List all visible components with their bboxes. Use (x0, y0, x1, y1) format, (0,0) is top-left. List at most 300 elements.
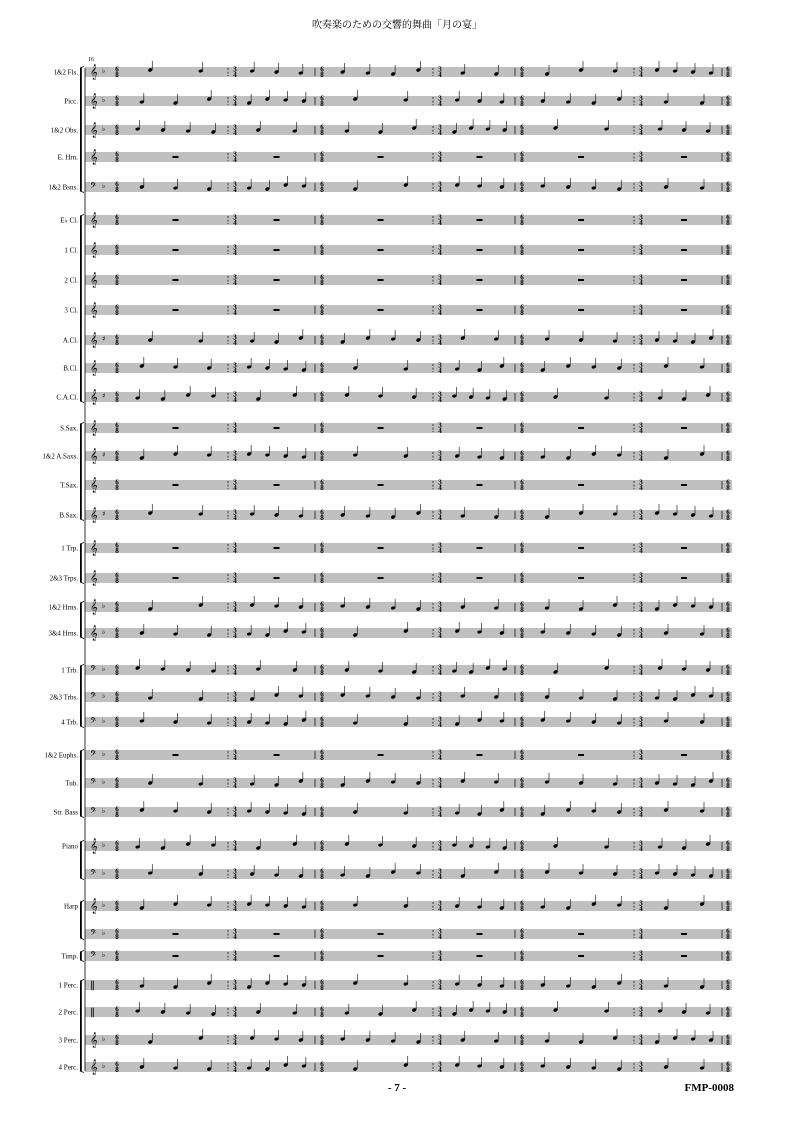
time-signature-denominator: 8 (726, 669, 730, 678)
time-signature-denominator: 8 (320, 484, 324, 493)
treble-clef-icon: 𝄞 (90, 421, 98, 436)
time-signature-numerator: 3 (233, 508, 237, 517)
time-signature-denominator: 4 (438, 156, 442, 165)
time-signature-numerator: 6 (320, 867, 324, 876)
whole-rest-icon (274, 955, 280, 957)
time-signature-denominator: 8 (115, 845, 119, 854)
time-signature-denominator: 4 (639, 514, 643, 523)
page-number: - 7 - (387, 1082, 407, 1094)
time-signature-numerator: 6 (520, 626, 524, 635)
instrument-label: 4 Trb. (61, 718, 78, 727)
time-signature-numerator: 6 (726, 65, 730, 74)
time-signature-numerator: 3 (233, 867, 237, 876)
flat-sign-icon: ♭ (102, 807, 106, 815)
time-signature-denominator: 4 (438, 955, 442, 964)
time-signature-numerator: 6 (115, 748, 119, 757)
time-signature-denominator: 8 (115, 249, 119, 258)
bracket-hook (80, 665, 84, 667)
time-signature-denominator: 8 (520, 71, 524, 80)
bass-clef-icon: 𝄢 (90, 750, 97, 761)
whole-rest-icon (477, 547, 483, 549)
time-signature-numerator: 6 (115, 899, 119, 908)
time-signature-numerator: 6 (520, 303, 524, 312)
time-signature-numerator: 6 (520, 213, 524, 222)
whole-rest-icon (378, 484, 384, 486)
time-signature-numerator: 6 (520, 600, 524, 609)
time-signature-denominator: 4 (438, 339, 442, 348)
time-signature-numerator: 3 (438, 805, 442, 814)
whole-rest-icon (681, 219, 687, 221)
bracket-hook (80, 1071, 84, 1073)
treble-clef-icon: 𝄞 (90, 1033, 98, 1048)
time-signature-denominator: 8 (320, 955, 324, 964)
whole-rest-icon (477, 219, 483, 221)
treble-clef-icon: 𝄞 (90, 541, 98, 556)
bracket-hook (80, 519, 84, 521)
time-signature-numerator: 3 (438, 508, 442, 517)
time-signature-denominator: 4 (233, 309, 237, 318)
whole-rest-icon (681, 933, 687, 935)
time-signature-denominator: 4 (639, 484, 643, 493)
time-signature-numerator: 6 (726, 361, 730, 370)
time-signature-numerator: 6 (520, 571, 524, 580)
time-signature-numerator: 6 (320, 1005, 324, 1014)
time-signature-numerator: 3 (438, 65, 442, 74)
treble-clef-icon: 𝄞 (90, 213, 98, 228)
time-signature-numerator: 6 (320, 150, 324, 159)
bracket-hook (80, 726, 84, 728)
time-signature-denominator: 8 (320, 1011, 324, 1020)
time-signature-denominator: 8 (520, 782, 524, 791)
time-signature-numerator: 6 (520, 361, 524, 370)
time-signature-denominator: 8 (520, 219, 524, 228)
whole-rest-icon (578, 933, 584, 935)
time-signature-numerator: 6 (115, 1033, 119, 1042)
time-signature-denominator: 8 (726, 484, 730, 493)
bracket-hook (80, 841, 84, 843)
time-signature-denominator: 8 (320, 309, 324, 318)
time-signature-numerator: 6 (520, 1060, 524, 1069)
time-signature-numerator: 3 (438, 776, 442, 785)
whole-rest-icon (681, 427, 687, 429)
time-signature-numerator: 6 (115, 333, 119, 342)
time-signature-numerator: 6 (320, 626, 324, 635)
time-signature-numerator: 6 (726, 715, 730, 724)
time-signature-denominator: 4 (438, 696, 442, 705)
time-signature-numerator: 3 (233, 1005, 237, 1014)
time-signature-denominator: 8 (726, 606, 730, 615)
time-signature-numerator: 6 (726, 333, 730, 342)
time-signature-denominator: 4 (639, 577, 643, 586)
time-signature-denominator: 4 (233, 1066, 237, 1075)
time-signature-denominator: 4 (233, 279, 237, 288)
time-signature-numerator: 6 (320, 273, 324, 282)
time-signature-denominator: 4 (639, 455, 643, 464)
treble-clef-icon: 𝄞 (90, 508, 98, 523)
time-signature-denominator: 4 (639, 933, 643, 942)
time-signature-denominator: 4 (639, 754, 643, 763)
time-signature-numerator: 6 (726, 421, 730, 430)
time-signature-denominator: 8 (320, 219, 324, 228)
time-signature-denominator: 4 (438, 632, 442, 641)
time-signature-denominator: 8 (520, 427, 524, 436)
time-signature-numerator: 3 (233, 541, 237, 550)
time-signature-numerator: 3 (438, 978, 442, 987)
time-signature-numerator: 3 (233, 715, 237, 724)
treble-clef-icon: 𝄞 (90, 600, 98, 615)
time-signature-numerator: 3 (233, 123, 237, 132)
instrument-label: Tub. (65, 779, 78, 788)
time-signature-numerator: 6 (726, 927, 730, 936)
time-signature-numerator: 3 (639, 571, 643, 580)
bass-clef-icon: 𝄢 (90, 929, 97, 940)
bracket-hook (80, 938, 84, 940)
time-signature-denominator: 8 (115, 484, 119, 493)
time-signature-numerator: 3 (233, 180, 237, 189)
time-signature-denominator: 8 (726, 984, 730, 993)
instrument-label: Harp (64, 902, 78, 911)
time-signature-numerator: 3 (438, 1005, 442, 1014)
time-signature-numerator: 3 (233, 927, 237, 936)
instrument-label: T.Sax. (60, 481, 78, 490)
time-signature-denominator: 4 (639, 129, 643, 138)
time-signature-numerator: 6 (320, 243, 324, 252)
time-signature-denominator: 8 (320, 905, 324, 914)
flat-sign-icon: ♭ (102, 125, 106, 133)
time-signature-numerator: 6 (726, 303, 730, 312)
time-signature-numerator: 6 (115, 273, 119, 282)
time-signature-numerator: 6 (115, 1005, 119, 1014)
time-signature-denominator: 8 (320, 811, 324, 820)
time-signature-denominator: 8 (520, 1039, 524, 1048)
time-signature-denominator: 8 (520, 696, 524, 705)
bracket-hook (80, 901, 84, 903)
time-signature-numerator: 3 (639, 715, 643, 724)
time-signature-denominator: 4 (233, 1039, 237, 1048)
time-signature-numerator: 3 (639, 1005, 643, 1014)
whole-rest-icon (173, 309, 179, 311)
time-signature-denominator: 4 (233, 219, 237, 228)
whole-rest-icon (681, 309, 687, 311)
time-signature-denominator: 4 (233, 484, 237, 493)
time-signature-denominator: 4 (438, 71, 442, 80)
time-signature-numerator: 6 (520, 94, 524, 103)
time-signature-numerator: 6 (115, 927, 119, 936)
time-signature-denominator: 8 (115, 782, 119, 791)
bass-clef-icon: 𝄢 (90, 807, 97, 818)
whole-rest-icon (477, 754, 483, 756)
time-signature-denominator: 4 (639, 219, 643, 228)
whole-rest-icon (173, 754, 179, 756)
time-signature-numerator: 6 (115, 94, 119, 103)
time-signature-denominator: 8 (726, 156, 730, 165)
time-signature-denominator: 8 (115, 455, 119, 464)
time-signature-denominator: 8 (115, 696, 119, 705)
time-signature-denominator: 4 (639, 156, 643, 165)
whole-rest-icon (578, 427, 584, 429)
treble-clef-icon: 𝄞 (90, 333, 98, 348)
time-signature-denominator: 8 (520, 577, 524, 586)
instrument-label: 1&2 A.Saxs. (42, 452, 78, 461)
time-signature-numerator: 6 (320, 94, 324, 103)
time-signature-denominator: 4 (438, 782, 442, 791)
time-signature-denominator: 8 (726, 933, 730, 942)
time-signature-numerator: 3 (438, 715, 442, 724)
time-signature-denominator: 8 (726, 577, 730, 586)
time-signature-denominator: 8 (726, 905, 730, 914)
time-signature-numerator: 6 (520, 180, 524, 189)
instrument-label: 1 Perc. (58, 981, 78, 990)
time-signature-numerator: 6 (115, 805, 119, 814)
time-signature-numerator: 3 (438, 899, 442, 908)
time-signature-numerator: 6 (320, 333, 324, 342)
time-signature-numerator: 3 (233, 600, 237, 609)
time-signature-numerator: 6 (115, 978, 119, 987)
time-signature-numerator: 3 (233, 805, 237, 814)
time-signature-denominator: 4 (639, 845, 643, 854)
time-signature-denominator: 8 (726, 514, 730, 523)
time-signature-numerator: 6 (726, 867, 730, 876)
time-signature-denominator: 4 (233, 669, 237, 678)
time-signature-denominator: 8 (115, 547, 119, 556)
time-signature-denominator: 4 (233, 955, 237, 964)
treble-clef-icon: 𝄞 (90, 150, 98, 165)
time-signature-numerator: 3 (639, 899, 643, 908)
whole-rest-icon (173, 279, 179, 281)
time-signature-denominator: 8 (520, 100, 524, 109)
time-signature-numerator: 3 (438, 421, 442, 430)
time-signature-numerator: 3 (438, 213, 442, 222)
time-signature-numerator: 6 (320, 361, 324, 370)
time-signature-denominator: 8 (115, 427, 119, 436)
catalog-code: FMP-0008 (684, 1082, 734, 1094)
time-signature-denominator: 4 (438, 396, 442, 405)
instrument-label: 4 Perc. (58, 1063, 78, 1072)
time-signature-numerator: 3 (233, 65, 237, 74)
whole-rest-icon (173, 219, 179, 221)
time-signature-denominator: 4 (233, 933, 237, 942)
time-signature-numerator: 3 (233, 978, 237, 987)
group-bracket (80, 981, 82, 1071)
time-signature-numerator: 6 (320, 600, 324, 609)
time-signature-denominator: 8 (520, 514, 524, 523)
time-signature-numerator: 6 (520, 776, 524, 785)
time-signature-numerator: 6 (115, 421, 119, 430)
time-signature-numerator: 6 (320, 421, 324, 430)
time-signature-denominator: 4 (438, 427, 442, 436)
time-signature-numerator: 3 (233, 571, 237, 580)
time-signature-numerator: 6 (320, 690, 324, 699)
whole-rest-icon (378, 955, 384, 957)
time-signature-numerator: 3 (639, 867, 643, 876)
time-signature-denominator: 4 (639, 1039, 643, 1048)
instrument-label: 1 Trb. (61, 666, 78, 675)
time-signature-numerator: 3 (233, 1060, 237, 1069)
time-signature-numerator: 6 (520, 663, 524, 672)
time-signature-denominator: 4 (438, 845, 442, 854)
time-signature-numerator: 6 (520, 390, 524, 399)
time-signature-denominator: 8 (115, 100, 119, 109)
time-signature-numerator: 6 (320, 978, 324, 987)
time-signature-denominator: 4 (639, 1066, 643, 1075)
time-signature-numerator: 6 (115, 150, 119, 159)
instrument-label: E. Hrn. (57, 153, 78, 162)
time-signature-denominator: 8 (320, 873, 324, 882)
time-signature-numerator: 3 (639, 123, 643, 132)
time-signature-numerator: 3 (438, 478, 442, 487)
bass-clef-icon: 𝄢 (90, 869, 97, 880)
time-signature-numerator: 3 (639, 273, 643, 282)
time-signature-numerator: 6 (726, 1005, 730, 1014)
time-signature-denominator: 8 (520, 339, 524, 348)
time-signature-denominator: 4 (438, 933, 442, 942)
whole-rest-icon (578, 484, 584, 486)
instrument-label: 1&2 Obs. (50, 126, 78, 135)
time-signature-denominator: 4 (639, 873, 643, 882)
time-signature-numerator: 3 (639, 541, 643, 550)
time-signature-numerator: 6 (320, 805, 324, 814)
flat-sign-icon: ♭ (102, 869, 106, 877)
time-signature-numerator: 6 (320, 390, 324, 399)
time-signature-denominator: 8 (726, 279, 730, 288)
whole-rest-icon (477, 156, 483, 158)
time-signature-numerator: 3 (233, 361, 237, 370)
instrument-label: 2&3 Trps. (49, 574, 78, 583)
time-signature-denominator: 8 (520, 606, 524, 615)
whole-rest-icon (274, 577, 280, 579)
time-signature-denominator: 8 (520, 156, 524, 165)
time-signature-denominator: 4 (233, 249, 237, 258)
flat-sign-icon: ♭ (102, 951, 106, 959)
sharp-sign-icon: ♯ (102, 392, 106, 400)
time-signature-numerator: 3 (233, 690, 237, 699)
treble-clef-icon: 𝄞 (90, 899, 98, 914)
time-signature-numerator: 6 (520, 243, 524, 252)
sharp-sign-icon: ♯ (102, 510, 106, 518)
bass-clef-icon: 𝄢 (90, 717, 97, 728)
time-signature-denominator: 8 (320, 1066, 324, 1075)
time-signature-numerator: 6 (115, 478, 119, 487)
time-signature-denominator: 4 (438, 577, 442, 586)
time-signature-numerator: 3 (438, 927, 442, 936)
time-signature-numerator: 6 (520, 123, 524, 132)
time-signature-numerator: 6 (726, 663, 730, 672)
time-signature-numerator: 6 (520, 150, 524, 159)
time-signature-numerator: 6 (726, 600, 730, 609)
time-signature-numerator: 3 (438, 626, 442, 635)
time-signature-numerator: 6 (520, 478, 524, 487)
whole-rest-icon (274, 547, 280, 549)
time-signature-denominator: 4 (233, 1011, 237, 1020)
time-signature-numerator: 6 (115, 839, 119, 848)
time-signature-numerator: 6 (115, 949, 119, 958)
time-signature-denominator: 8 (320, 339, 324, 348)
whole-rest-icon (378, 427, 384, 429)
instrument-label: Str. Bass (53, 808, 78, 817)
instrument-label: Timp. (61, 952, 78, 961)
time-signature-numerator: 3 (639, 478, 643, 487)
whole-rest-icon (378, 933, 384, 935)
time-signature-numerator: 3 (639, 180, 643, 189)
whole-rest-icon (378, 754, 384, 756)
whole-rest-icon (477, 309, 483, 311)
time-signature-denominator: 8 (320, 696, 324, 705)
time-signature-denominator: 8 (520, 754, 524, 763)
time-signature-numerator: 3 (438, 839, 442, 848)
time-signature-numerator: 3 (639, 333, 643, 342)
time-signature-denominator: 8 (520, 129, 524, 138)
flat-sign-icon: ♭ (102, 96, 106, 104)
instrument-label: 2 Perc. (58, 1008, 78, 1017)
time-signature-numerator: 6 (320, 899, 324, 908)
time-signature-numerator: 3 (438, 867, 442, 876)
time-signature-denominator: 4 (438, 1011, 442, 1020)
time-signature-numerator: 6 (320, 748, 324, 757)
time-signature-denominator: 4 (233, 396, 237, 405)
group-bracket (80, 544, 82, 582)
bass-clef-icon: 𝄢 (90, 951, 97, 962)
time-signature-numerator: 3 (233, 899, 237, 908)
time-signature-denominator: 8 (115, 396, 119, 405)
treble-clef-icon: 𝄞 (90, 65, 98, 80)
time-signature-denominator: 8 (320, 514, 324, 523)
whole-rest-icon (378, 309, 384, 311)
time-signature-denominator: 8 (115, 1039, 119, 1048)
time-signature-denominator: 8 (726, 1039, 730, 1048)
time-signature-denominator: 8 (115, 219, 119, 228)
whole-rest-icon (681, 754, 687, 756)
time-signature-numerator: 3 (639, 213, 643, 222)
instrument-label: S.Sax. (60, 424, 78, 433)
time-signature-numerator: 6 (726, 949, 730, 958)
time-signature-denominator: 4 (233, 129, 237, 138)
time-signature-denominator: 8 (520, 547, 524, 556)
whole-rest-icon (477, 279, 483, 281)
time-signature-denominator: 8 (320, 249, 324, 258)
time-signature-numerator: 6 (726, 508, 730, 517)
time-signature-numerator: 3 (233, 1033, 237, 1042)
time-signature-denominator: 8 (726, 455, 730, 464)
time-signature-denominator: 4 (639, 696, 643, 705)
time-signature-numerator: 6 (726, 94, 730, 103)
whole-rest-icon (378, 219, 384, 221)
treble-clef-icon: 𝄞 (90, 839, 98, 854)
whole-rest-icon (378, 577, 384, 579)
flat-sign-icon: ♭ (102, 841, 106, 849)
time-signature-denominator: 8 (115, 1066, 119, 1075)
time-signature-numerator: 3 (438, 333, 442, 342)
time-signature-numerator: 6 (320, 715, 324, 724)
time-signature-denominator: 8 (726, 955, 730, 964)
group-bracket (80, 751, 82, 816)
time-signature-numerator: 6 (115, 663, 119, 672)
treble-clef-icon: 𝄞 (90, 571, 98, 586)
time-signature-denominator: 8 (115, 669, 119, 678)
time-signature-denominator: 8 (320, 396, 324, 405)
instrument-label: 1 Trp. (61, 544, 78, 553)
time-signature-numerator: 3 (438, 243, 442, 252)
time-signature-denominator: 8 (320, 782, 324, 791)
time-signature-denominator: 4 (639, 100, 643, 109)
flat-sign-icon: ♭ (102, 67, 106, 75)
time-signature-denominator: 4 (233, 873, 237, 882)
instrument-label: Picc. (64, 97, 78, 106)
treble-clef-icon: 𝄞 (90, 243, 98, 258)
time-signature-denominator: 4 (438, 811, 442, 820)
time-signature-denominator: 8 (520, 396, 524, 405)
time-signature-denominator: 8 (320, 669, 324, 678)
time-signature-numerator: 6 (115, 65, 119, 74)
